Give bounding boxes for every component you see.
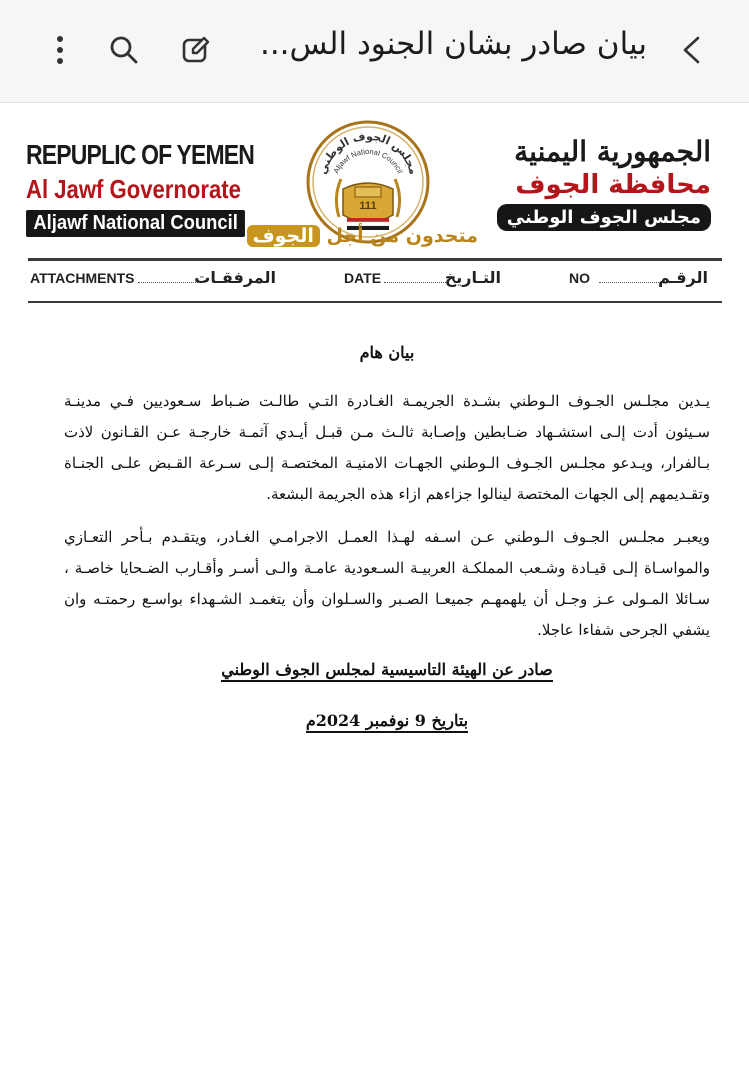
emblem-arc-ar: مجلس الجوف الوطني xyxy=(315,129,421,176)
council-name-ar: مجلس الجوف الوطني xyxy=(497,204,711,231)
ref-no-dots xyxy=(599,282,659,283)
edit-icon[interactable] xyxy=(178,32,214,68)
emblem-number: 111 xyxy=(359,200,377,212)
paragraph-1: يـدين مجلـس الجـوف الـوطني بشـدة الجريمـة الغـادرة التـي طالـت ضـباط سـعوديين فـي مدينـة سـيئون أدت إلـى استشـهاد ضـابطين وإصـابة ثالـث مـن قبـل أيـدي آثمـة خارجـة عـن القـانون لاذت بـالفرار، ويـدعو مجلـس الجـوف الـوطني الجهـات الامنيـة المختصـة إلـى سـرعة القـبض علـى الجنـاة وتقـديمهم إلى الجهات المختصة لينالوا جزاءهم ازاء هذه الجريمة البشعة. xyxy=(64,392,710,503)
slogan-text: متحدون من أجل xyxy=(326,225,478,247)
chevron-left-icon[interactable] xyxy=(673,32,709,68)
emblem-arc-en: Aljawf National Council xyxy=(331,146,405,175)
ref-date-ar: التـاريخ xyxy=(444,268,501,287)
ref-date-dots xyxy=(384,282,446,283)
date-text: بتاريخ 9 نوفمبر 2024م xyxy=(306,711,468,733)
paragraph-2: ويعبـر مجلـس الجـوف الـوطني عـن اسـفه لهـذا العمـل الاجرامـي الغـادر، ويتقـدم بـأحر التعـازي والمواسـاة إلـى قيـادة وشـعب المملكـة العربيـة السـعودية عامـة والـى أسـر وأقـارب الضـحايا خاصـة ، سـائلا المـولى عـز وجـل أن يلهمهـم جميعـا الصـبر والسـلوان وأن يتغمـد الشـهداء بواسـع رحمتـه وان يشفي الجرحى شفاءا عاجلا. xyxy=(64,528,710,639)
country-name-ar: الجمهورية اليمنية xyxy=(514,135,711,168)
document-heading: بيان هام xyxy=(359,343,415,362)
slogan-highlight: الجوف xyxy=(247,225,320,247)
ref-date-en: DATE xyxy=(344,270,382,286)
page-title: بيان صادر بشان الجنود الس... xyxy=(259,26,647,62)
ref-no-en: NO xyxy=(569,270,590,286)
document-body xyxy=(64,330,710,730)
app-bar xyxy=(0,0,749,103)
issuer-line xyxy=(64,660,710,679)
issuer-text: صادر عن الهيئة التاسيسية لمجلس الجوف الوطني xyxy=(221,660,552,682)
council-name-en: Aljawf National Council xyxy=(26,210,245,237)
ref-attach-en: ATTACHMENTS xyxy=(30,270,135,286)
search-icon[interactable] xyxy=(106,32,142,68)
reference-line xyxy=(28,258,722,303)
letterhead-arabic xyxy=(501,135,711,231)
more-vertical-icon[interactable] xyxy=(42,32,78,68)
governorate-name-en: Al Jawf Governorate xyxy=(26,174,241,204)
letterhead-english xyxy=(26,139,256,237)
letterhead xyxy=(0,103,749,308)
governorate-name-ar: محافظة الجوف xyxy=(515,170,711,200)
ref-no-ar: الرقـم xyxy=(658,268,708,287)
slogan xyxy=(252,225,478,247)
country-name-en: REPUPLIC OF YEMEN xyxy=(26,139,255,170)
ref-attach-ar: المرفقـات xyxy=(194,268,276,287)
ref-attach-dots xyxy=(138,282,200,283)
document-date xyxy=(64,711,710,730)
